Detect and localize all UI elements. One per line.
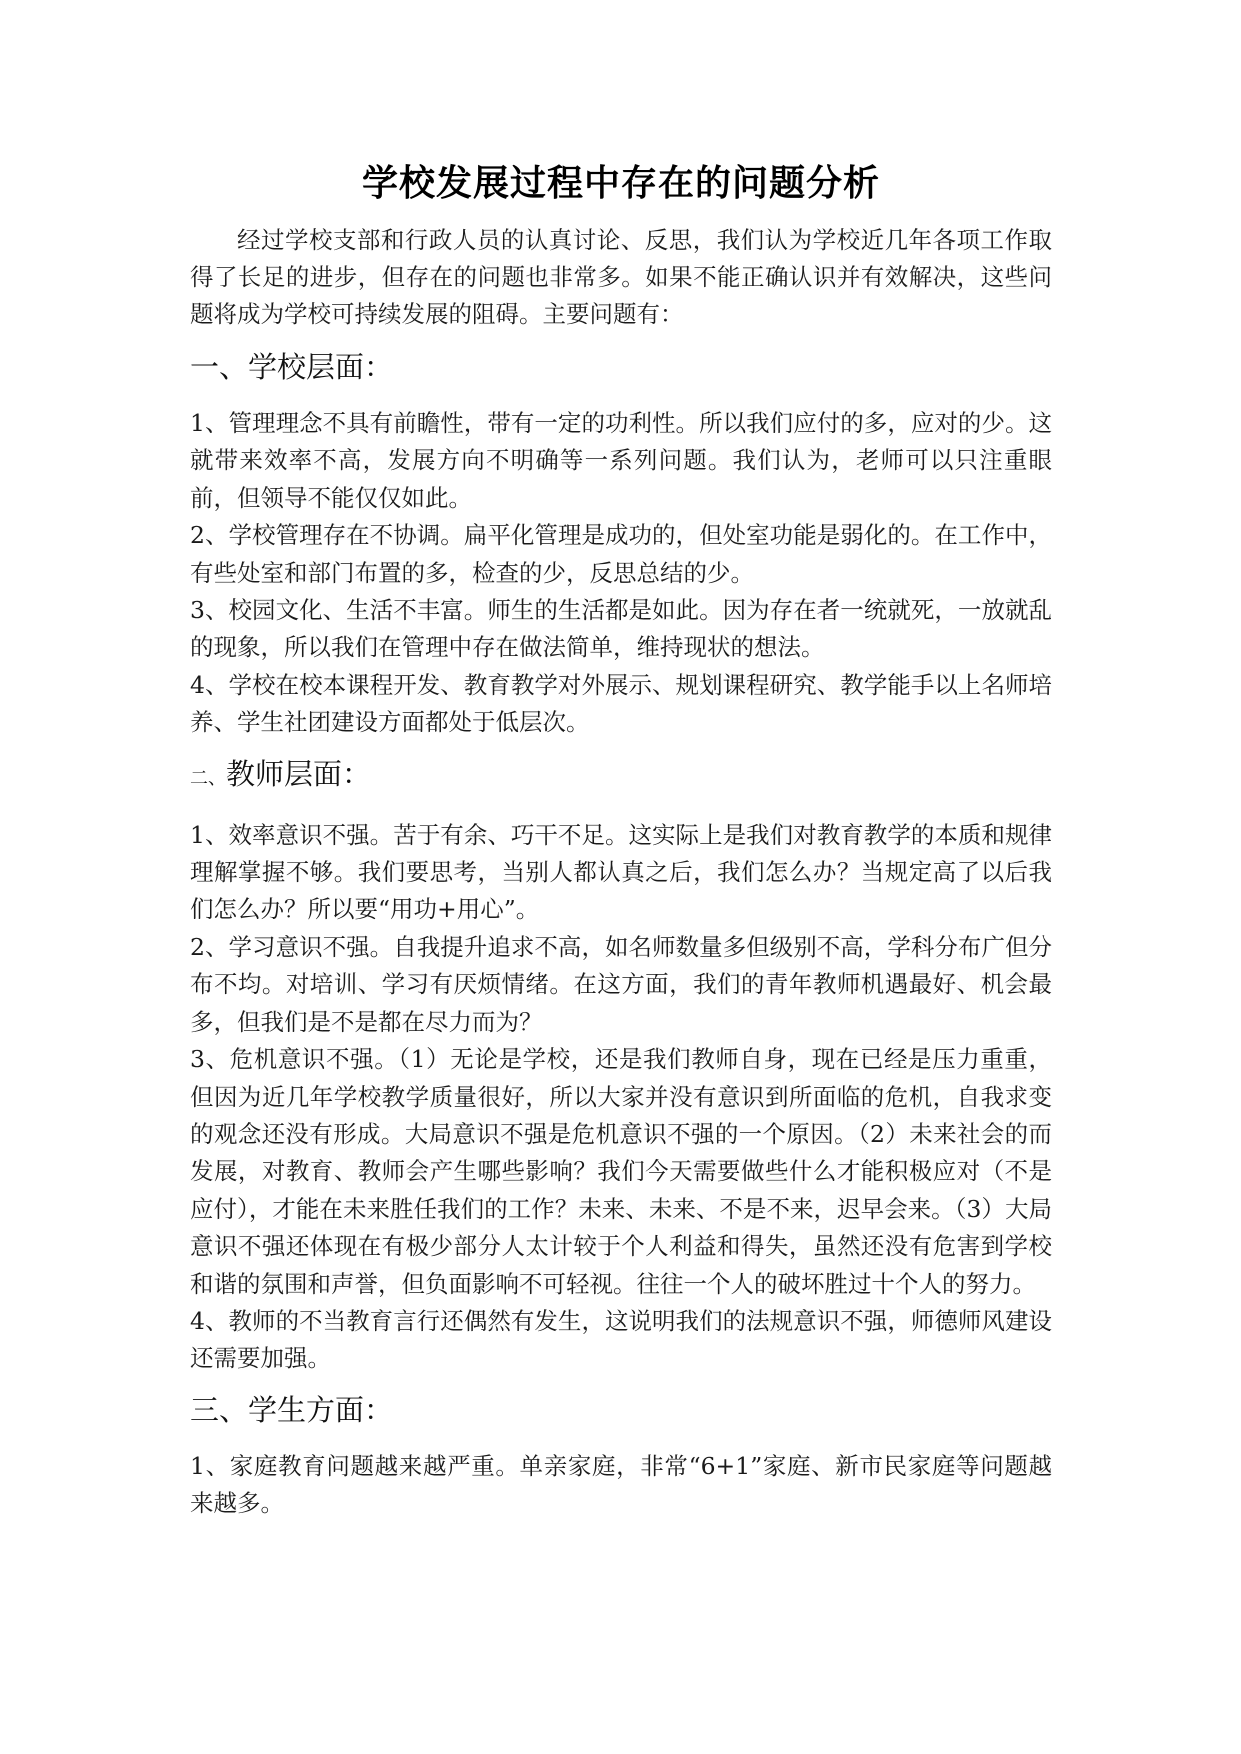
section-heading: [190, 748, 1052, 805]
section-heading: 一、学校层面：: [190, 350, 394, 384]
list-item: 1、效率意识不强。苦于有余、巧干不足。这实际上是我们对教育教学的本质和规律理解掌握不够。我们要思考，当别人都认真之后，我们怎么办？当规定高了以后我们怎么办？所以要“用功+用心”。: [190, 820, 1052, 924]
list-item: 3、危机意识不强。（1）无论是学校，还是我们教师自身，现在已经是压力重重，但因为近几年学校教学质量很好，所以大家并没有意识到所面临的危机，自我求变的观念还没有形成。大局意识不强是危机意识不强的一个原因。（2）未来社会的而发展，对教育、教师会产生哪些影响？我们今天需要做些什么才能积极应对（不是应付），才能在未来胜任我们的工作？未来、未来、不是不来，迟早会来。（3）大局意识不强还体现在有极少部分人太计较于个人利益和得失，虽然还没有危害到学校和谐的氛围和声誉，但负面影响不可轻视。往往一个人的破坏胜过十个人的努力。: [190, 1045, 1052, 1298]
list-item: 3、校园文化、生活不丰富。师生的生活都是如此。因为存在者一统就死，一放就乱的现象，所以我们在管理中存在做法简单，维持现状的想法。: [190, 596, 1052, 662]
section-heading-text: 教师层面：: [226, 756, 372, 791]
section-number: 二、: [190, 767, 226, 789]
section-student-level: [190, 1384, 1052, 1523]
document-body: [190, 158, 1052, 1529]
list-item: 1、管理理念不具有前瞻性，带有一定的功利性。所以我们应付的多，应对的少。这就带来效率不高，发展方向不明确等一系列问题。我们认为，老师可以只注重眼前，但领导不能仅仅如此。: [190, 409, 1052, 512]
section-school-level: [190, 341, 1052, 742]
list-item: 4、教师的不当教育言行还偶然有发生，这说明我们的法规意识不强，师德师风建设还需要加强。: [190, 1306, 1052, 1373]
section-teacher-level: [190, 748, 1052, 1378]
list-item: 2、学校管理存在不协调。扁平化管理是成功的，但处室功能是弱化的。在工作中，有些处室和部门布置的多，检查的少，反思总结的少。: [190, 521, 1052, 587]
list-item: 4、学校在校本课程开发、教育教学对外展示、规划课程研究、教学能手以上名师培养、学生社团建设方面都处于低层次。: [190, 670, 1052, 737]
list-item: 2、学习意识不强。自我提升追求不高，如名师数量多但级别不高，学科分布广但分布不均。对培训、学习有厌烦情绪。在这方面，我们的青年教师机遇最好、机会最多，但我们是不是都在尽力而为？: [190, 932, 1052, 1036]
page-title: 学校发展过程中存在的问题分析: [361, 162, 880, 204]
list-item: 1、家庭教育问题越来越严重。单亲家庭，非常“6+1”家庭、新市民家庭等问题越来越多。: [190, 1451, 1052, 1518]
intro-paragraph: 经过学校支部和行政人员的认真讨论、反思，我们认为学校近几年各项工作取得了长足的进步，但存在的问题也非常多。如果不能正确认识并有效解决，这些问题将成为学校可持续发展的阻碍。主要问题有：: [190, 226, 1052, 328]
section-heading: 三、学生方面：: [190, 1392, 394, 1427]
